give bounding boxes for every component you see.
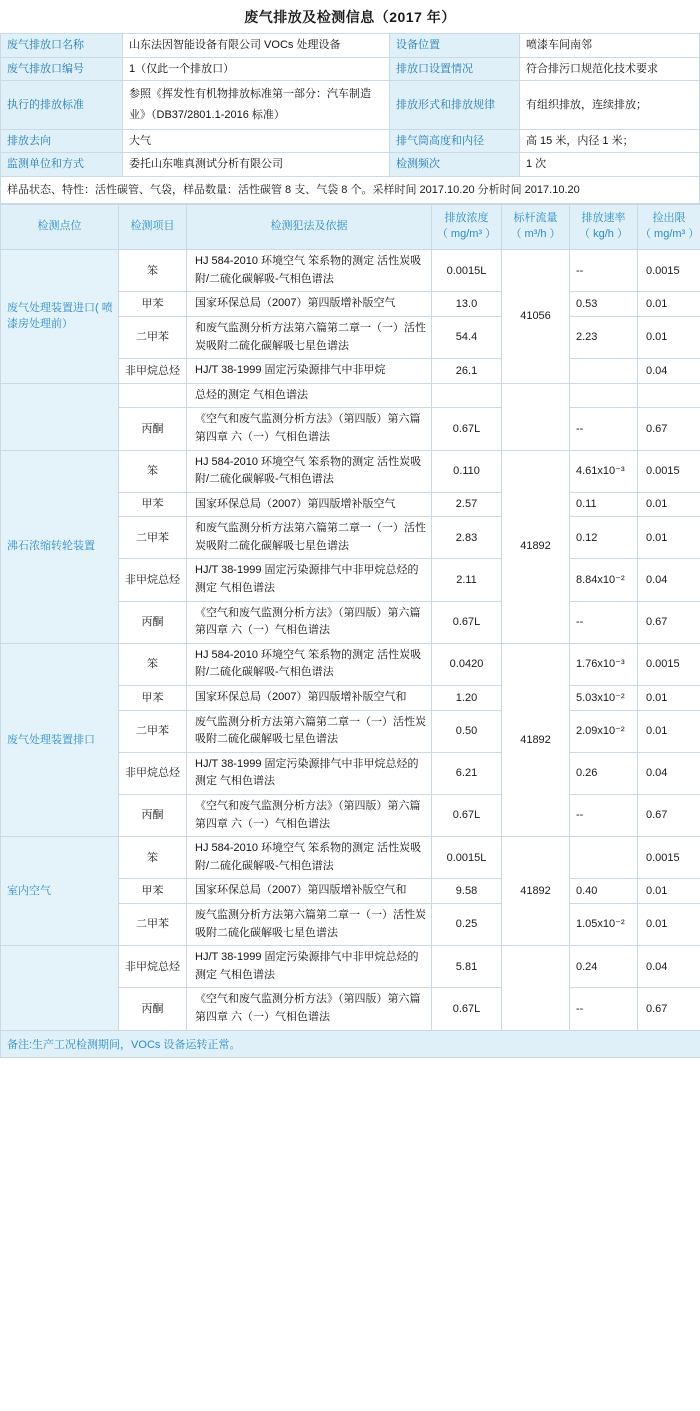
info-label: 排放口设置情况 (390, 57, 520, 81)
site-cell: 废气处理装置进口( 喷漆房处理前） (1, 250, 119, 384)
item-cell (119, 383, 187, 408)
rate-cell: 4.61x10⁻³ (570, 450, 638, 492)
column-header-line1: 捡出限 (652, 212, 686, 225)
concentration-cell: 2.57 (432, 492, 502, 517)
column-header-line2: （ mg/m³ ） (640, 228, 700, 241)
flow-cell: 41892 (502, 450, 570, 643)
limit-cell: 0.0015 (638, 250, 700, 292)
item-cell: 丙酮 (119, 988, 187, 1030)
table-row (1, 946, 700, 988)
method-cell: HJ/T 38-1999 固定污染源排气中非甲烷 (187, 359, 432, 384)
info-value: 喷漆车间南邻 (520, 34, 700, 58)
limit-cell: 0.01 (638, 316, 700, 358)
concentration-cell (432, 383, 502, 408)
footer-note: 备注:生产工况检测期间，VOCs 设备运转正常。 (0, 1031, 700, 1058)
method-cell: 废气监测分析方法第六篇第二章一（一）活性炭吸附二硫化碳解吸七星色谱法 (187, 710, 432, 752)
item-cell: 丙酮 (119, 408, 187, 450)
method-cell: 《空气和废气监测分析方法》（第四版）第六篇第四章 六（一）气相色谱法 (187, 795, 432, 837)
column-header-detection-limit (638, 205, 700, 250)
method-cell: HJ 584-2010 环境空气 笨系物的测定 活性炭吸附/二硫化碳解吸-气相色谱法 (187, 837, 432, 879)
column-header-line1: 检测项目 (130, 220, 175, 233)
site-cell: 沸石浓缩转轮装置 (1, 450, 119, 643)
concentration-cell: 0.67L (432, 795, 502, 837)
item-cell: 笨 (119, 250, 187, 292)
limit-cell: 0.01 (638, 903, 700, 945)
item-cell: 丙酮 (119, 795, 187, 837)
concentration-cell: 0.110 (432, 450, 502, 492)
concentration-cell: 0.67L (432, 988, 502, 1030)
info-row (1, 129, 700, 153)
column-header-flow (502, 205, 570, 250)
info-label: 设备位置 (390, 34, 520, 58)
method-cell: 《空气和废气监测分析方法》（第四版）第六篇第四章 六（一）气相色谱法 (187, 408, 432, 450)
concentration-cell: 0.0015L (432, 837, 502, 879)
flow-cell: 41892 (502, 643, 570, 836)
method-cell: HJ 584-2010 环境空气 笨系物的测定 活性炭吸附/二硫化碳解吸-气相色谱法 (187, 450, 432, 492)
concentration-cell: 9.58 (432, 879, 502, 904)
concentration-cell: 6.21 (432, 752, 502, 794)
rate-cell: 0.40 (570, 879, 638, 904)
column-header-site (1, 205, 119, 250)
item-cell: 甲苯 (119, 879, 187, 904)
concentration-cell: 2.11 (432, 559, 502, 601)
info-label: 检测频次 (390, 153, 520, 177)
flow-cell: 41892 (502, 837, 570, 946)
column-header-method (187, 205, 432, 250)
method-cell: HJ/T 38-1999 固定污染源排气中非甲烷总烃的测定 气相色谱法 (187, 559, 432, 601)
method-cell: 国家环保总局（2007）第四版增补版空气 (187, 492, 432, 517)
limit-cell: 0.67 (638, 408, 700, 450)
rate-cell: 0.26 (570, 752, 638, 794)
limit-cell: 0.01 (638, 686, 700, 711)
column-header-line1: 检测点位 (37, 220, 82, 233)
item-cell: 甲苯 (119, 686, 187, 711)
limit-cell: 0.67 (638, 601, 700, 643)
flow-cell (502, 946, 570, 1030)
method-cell: 国家环保总局（2007）第四版增补版空气和 (187, 879, 432, 904)
column-header-item (119, 205, 187, 250)
concentration-cell: 26.1 (432, 359, 502, 384)
flow-cell: 41056 (502, 250, 570, 384)
info-value: 1 次 (520, 153, 700, 177)
emission-info-table (0, 33, 700, 204)
column-header-concentration (432, 205, 502, 250)
concentration-cell: 0.0015L (432, 250, 502, 292)
rate-cell: -- (570, 988, 638, 1030)
table-header-row (1, 205, 700, 250)
rate-cell: 1.76x10⁻³ (570, 643, 638, 685)
method-cell: HJ/T 38-1999 固定污染源排气中非甲烷总烃的测定 气相色谱法 (187, 946, 432, 988)
rate-cell: 0.53 (570, 292, 638, 317)
limit-cell: 0.04 (638, 946, 700, 988)
info-row (1, 153, 700, 177)
rate-cell: 0.11 (570, 492, 638, 517)
method-cell: HJ 584-2010 环境空气 笨系物的测定 活性炭吸附/二硫化碳解吸-气相色谱法 (187, 250, 432, 292)
method-cell: 和废气监测分析方法第六篇第二章一（一）活性炭吸附二硫化碳解吸七星色谱法 (187, 316, 432, 358)
item-cell: 非甲烷总烃 (119, 359, 187, 384)
method-cell: 总烃的测定 气相色谱法 (187, 383, 432, 408)
concentration-cell: 0.0420 (432, 643, 502, 685)
info-row (1, 34, 700, 58)
rate-cell: 0.12 (570, 517, 638, 559)
site-cell: 废气处理装置排口 (1, 643, 119, 836)
column-header-line2: （ kg/h ） (579, 228, 628, 241)
rate-cell (570, 837, 638, 879)
rate-cell (570, 359, 638, 384)
table-row (1, 250, 700, 292)
rate-cell: -- (570, 601, 638, 643)
info-value: 参照《挥发性有机物排放标准第一部分：汽车制造业》（DB37/2801.1-2016 标准） (123, 81, 390, 130)
info-label: 执行的排放标准 (1, 81, 123, 130)
column-header-line1: 排放浓度 (444, 212, 489, 225)
info-value: 符合排污口规范化技术要求 (520, 57, 700, 81)
info-value: 1（仅此一个排放口） (123, 57, 390, 81)
item-cell: 丙酮 (119, 601, 187, 643)
item-cell: 非甲烷总烃 (119, 946, 187, 988)
item-cell: 二甲苯 (119, 316, 187, 358)
limit-cell (638, 383, 700, 408)
info-value: 大气 (123, 129, 390, 153)
limit-cell: 0.0015 (638, 450, 700, 492)
item-cell: 甲苯 (119, 292, 187, 317)
page-title: 废气排放及检测信息（2017 年） (244, 9, 456, 25)
item-cell: 甲苯 (119, 492, 187, 517)
limit-cell: 0.01 (638, 710, 700, 752)
item-cell: 非甲烷总烃 (119, 559, 187, 601)
info-label: 监测单位和方式 (1, 153, 123, 177)
item-cell: 二甲苯 (119, 517, 187, 559)
rate-cell: -- (570, 250, 638, 292)
item-cell: 笨 (119, 643, 187, 685)
concentration-cell: 0.67L (432, 408, 502, 450)
limit-cell: 0.01 (638, 492, 700, 517)
column-header-line1: 检测犯法及依据 (270, 220, 348, 233)
limit-cell: 0.04 (638, 559, 700, 601)
site-cell: 室内空气 (1, 837, 119, 946)
limit-cell: 0.01 (638, 517, 700, 559)
limit-cell: 0.04 (638, 752, 700, 794)
info-row (1, 81, 700, 130)
rate-cell: -- (570, 408, 638, 450)
method-cell: 《空气和废气监测分析方法》（第四版）第六篇第四章 六（一）气相色谱法 (187, 988, 432, 1030)
info-label: 排气筒高度和内径 (390, 129, 520, 153)
rate-cell (570, 383, 638, 408)
rate-cell: 2.23 (570, 316, 638, 358)
info-label: 废气排放口编号 (1, 57, 123, 81)
column-header-rate (570, 205, 638, 250)
item-cell: 二甲苯 (119, 710, 187, 752)
rate-cell: -- (570, 795, 638, 837)
item-cell: 笨 (119, 837, 187, 879)
table-row (1, 837, 700, 879)
column-header-line1: 标杆流量 (513, 212, 558, 225)
limit-cell: 0.01 (638, 292, 700, 317)
limit-cell: 0.0015 (638, 837, 700, 879)
method-cell: 废气监测分析方法第六篇第二章一（一）活性炭吸附二硫化碳解吸七星色谱法 (187, 903, 432, 945)
method-cell: HJ 584-2010 环境空气 笨系物的测定 活性炭吸附/二硫化碳解吸-气相色谱法 (187, 643, 432, 685)
item-cell: 笨 (119, 450, 187, 492)
info-value: 委托山东唯真测试分析有限公司 (123, 153, 390, 177)
limit-cell: 0.01 (638, 879, 700, 904)
info-label: 排放去向 (1, 129, 123, 153)
info-label: 废气排放口名称 (1, 34, 123, 58)
method-cell: 国家环保总局（2007）第四版增补版空气 (187, 292, 432, 317)
concentration-cell: 2.83 (432, 517, 502, 559)
info-row (1, 57, 700, 81)
limit-cell: 0.04 (638, 359, 700, 384)
site-cell-empty (1, 383, 119, 450)
rate-cell: 8.84x10⁻² (570, 559, 638, 601)
measurement-table (0, 204, 700, 1030)
table-row (1, 643, 700, 685)
limit-cell: 0.0015 (638, 643, 700, 685)
limit-cell: 0.67 (638, 988, 700, 1030)
method-cell: 《空气和废气监测分析方法》（第四版）第六篇第四章 六（一）气相色谱法 (187, 601, 432, 643)
limit-cell: 0.67 (638, 795, 700, 837)
info-label: 排放形式和排放规律 (390, 81, 520, 130)
sample-note: 样品状态、特性：活性碳管、气袋，样品数量：活性碳管 8 支、气袋 8 个。采样时间 2017.10.20 分析时间 2017.10.20 (1, 176, 700, 204)
info-value: 有组织排放，连续排放； (520, 81, 700, 130)
table-row (1, 450, 700, 492)
table-row (1, 383, 700, 408)
rate-cell: 1.05x10⁻² (570, 903, 638, 945)
rate-cell: 0.24 (570, 946, 638, 988)
column-header-line1: 排放速率 (581, 212, 626, 225)
column-header-line2: （ m³/h ） (510, 228, 561, 241)
sample-note-row (1, 176, 700, 204)
rate-cell: 5.03x10⁻² (570, 686, 638, 711)
concentration-cell: 5.81 (432, 946, 502, 988)
method-cell: 和废气监测分析方法第六篇第二章一（一）活性炭吸附二硫化碳解吸七星色谱法 (187, 517, 432, 559)
item-cell: 非甲烷总烃 (119, 752, 187, 794)
info-value: 高 15 米，内径 1 米； (520, 129, 700, 153)
concentration-cell: 0.67L (432, 601, 502, 643)
concentration-cell: 13.0 (432, 292, 502, 317)
method-cell: 国家环保总局（2007）第四版增补版空气和 (187, 686, 432, 711)
concentration-cell: 1.20 (432, 686, 502, 711)
info-value: 山东法因智能设备有限公司 VOCs 处理设备 (123, 34, 390, 58)
column-header-line2: （ mg/m³ ） (436, 228, 497, 241)
concentration-cell: 54.4 (432, 316, 502, 358)
rate-cell: 2.09x10⁻² (570, 710, 638, 752)
concentration-cell: 0.25 (432, 903, 502, 945)
item-cell: 二甲苯 (119, 903, 187, 945)
method-cell: HJ/T 38-1999 固定污染源排气中非甲烷总烃的测定 气相色谱法 (187, 752, 432, 794)
concentration-cell: 0.50 (432, 710, 502, 752)
site-cell-empty (1, 946, 119, 1030)
flow-cell (502, 383, 570, 450)
